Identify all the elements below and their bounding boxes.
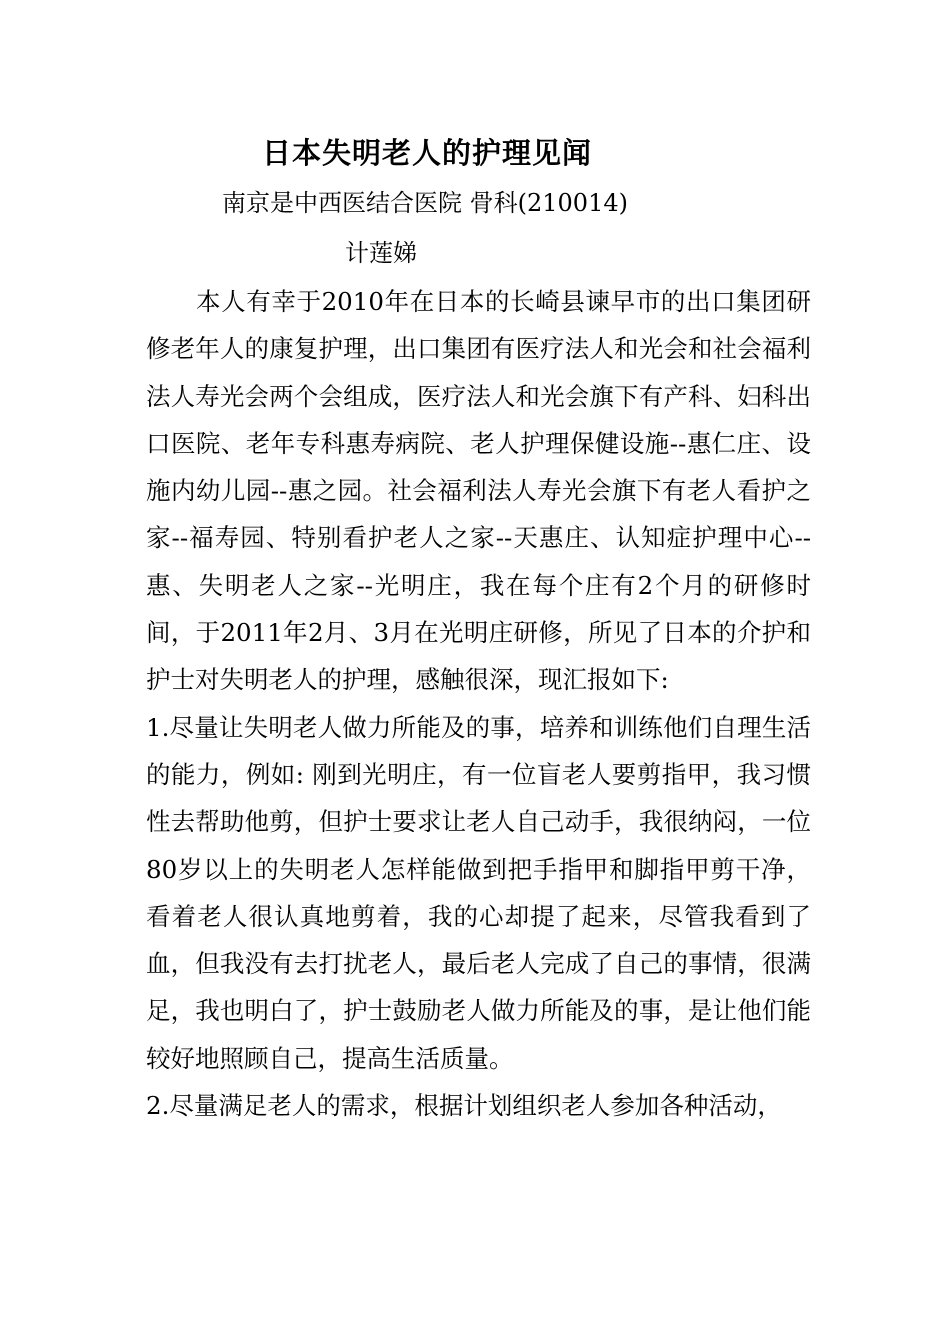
paragraph-point-1: 1.尽量让失明老人做力所能及的事，培养和训练他们自理生活的能力，例如: 刚到光明庄，有一位盲老人要剪指甲，我习惯性去帮助他剪，但护士要求让老人自己动手，我很纳闷，一位80岁以上的失明老人怎样能做到把手指甲和脚指甲剪干净，看着老人很认真地剪着，我的心却提了起来，尽管我看到了血，但我没有去打扰老人，最后老人完成了自己的事情，很满足，我也明白了，护士鼓励老人做力所能及的事，是让他们能较好地照顾自己，提高生活质量。 <box>146 712 811 1073</box>
paragraph-point-2: 2.尽量满足老人的需求，根据计划组织老人参加各种活动， <box>146 1091 782 1121</box>
document-body <box>146 278 811 1129</box>
document-title: 日本失明老人的护理见闻 <box>262 136 593 170</box>
author-name: 计莲娣 <box>345 239 417 267</box>
author-affiliation: 南京是中西医结合医院 骨科(210014) <box>222 189 628 217</box>
paragraph-intro: 本人有幸于2010年在日本的长崎县谏早市的出口集团研修老年人的康复护理，出口集团有医疗法人和光会和社会福利法人寿光会两个会组成，医疗法人和光会旗下有产科、妇科出口医院、老年专科惠寿病院、老人护理保健设施--惠仁庄、设施内幼儿园--惠之园。社会福利法人寿光会旗下有老人看护之家--福寿园、特别看护老人之家--天惠庄、认知症护理中心--惠、失明老人之家--光明庄，我在每个庄有2个月的研修时间，于2011年2月、3月在光明庄研修，所见了日本的介护和护士对失明老人的护理，感触很深，现汇报如下: <box>146 287 811 695</box>
